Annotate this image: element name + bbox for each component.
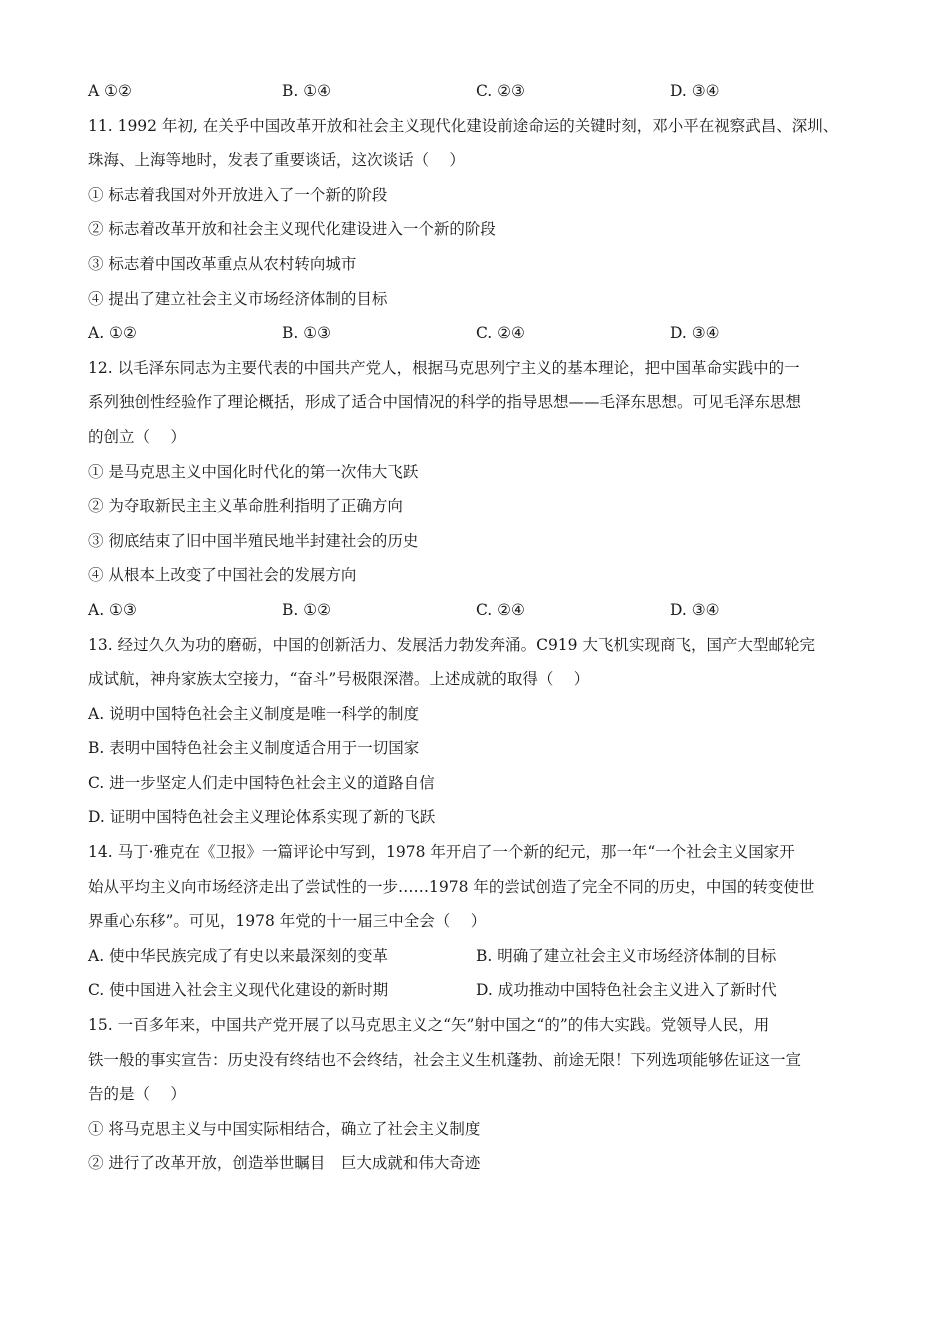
text-line: 珠海、上海等地时，发表了重要谈话，这次谈话（ ） — [88, 151, 465, 170]
answer-option: B. ①② — [282, 600, 332, 619]
answer-option: B. ①④ — [282, 82, 332, 100]
text-line: C. 进一步坚定人们走中国特色社会主义的道路自信 — [88, 773, 435, 792]
text-line: 14. 马丁·雅克在《卫报》一篇评论中写到，1978 年开启了一个新的纪元，那一年“一个社会主义国家开 — [88, 843, 795, 862]
text-line: ④ 提出了建立社会主义市场经济体制的目标 — [88, 289, 388, 308]
answer-option: D. ③④ — [670, 82, 720, 100]
text-line: 的创立（ ） — [88, 427, 186, 446]
answer-option: A. ①② — [88, 324, 137, 343]
text-line: 告的是（ ） — [88, 1085, 186, 1104]
answer-option: A. 使中华民族完成了有史以来最深刻的变革 — [88, 946, 389, 965]
text-line: 13. 经过久久为功的磨砺，中国的创新活力、发展活力勃发奔涌。C919 大飞机实现商飞，国产大型邮轮完 — [88, 635, 815, 654]
text-line: ③ 彻底结束了旧中国半殖民地半封建社会的历史 — [88, 531, 419, 550]
answer-option: C. 使中国进入社会主义现代化建设的新时期 — [88, 981, 389, 1000]
answer-options-row — [88, 977, 868, 1012]
answer-option: C. ②③ — [476, 82, 525, 100]
answer-option: D. 成功推动中国特色社会主义进入了新时代 — [476, 981, 777, 1000]
answer-options-row — [88, 943, 868, 978]
text-line: ① 将马克思主义与中国实际相结合，确立了社会主义制度 — [88, 1119, 481, 1138]
answer-options-row — [88, 78, 868, 113]
text-line: 铁一般的事实宣告：历史没有终结也不会终结，社会主义生机蓬勃、前途无限！下列选项能够佐证这一宣 — [88, 1050, 802, 1069]
text-line: ② 标志着改革开放和社会主义现代化建设进入一个新的阶段 — [88, 220, 496, 239]
text-line: ① 标志着我国对外开放进入了一个新的阶段 — [88, 185, 388, 204]
exam-page — [88, 78, 868, 1185]
answer-options-row — [88, 320, 868, 355]
text-line: 始从平均主义向市场经济走出了尝试性的一步……1978 年的尝试创造了完全不同的历史，中国的转变使世 — [88, 877, 815, 896]
exam-content — [88, 78, 868, 1185]
answer-option: D. ③④ — [670, 324, 720, 343]
text-line: ③ 标志着中国改革重点从农村转向城市 — [88, 254, 357, 273]
answer-option: A. ①③ — [88, 600, 137, 619]
text-line: ② 为夺取新民主主义革命胜利指明了正确方向 — [88, 497, 403, 516]
text-line: 12. 以毛泽东同志为主要代表的中国共产党人，根据马克思列宁主义的基本理论，把中国革命实践中的一 — [88, 358, 800, 377]
answer-option: A ①② — [88, 82, 132, 100]
text-line: 界重心东移”。可见，1978 年党的十一届三中全会（ ） — [88, 912, 487, 931]
text-line: 11. 1992 年初, 在关乎中国改革开放和社会主义现代化建设前途命运的关键时刻，邓小平在视察武昌、深圳、 — [88, 116, 839, 135]
answer-option: C. ②④ — [476, 324, 525, 343]
answer-option: C. ②④ — [476, 600, 525, 619]
text-line: ④ 从根本上改变了中国社会的发展方向 — [88, 566, 357, 585]
text-line: 成试航，神舟家族太空接力，“奋斗”号极限深潜。上述成就的取得（ ） — [88, 670, 590, 689]
text-line: B. 表明中国特色社会主义制度适合用于一切国家 — [88, 739, 420, 758]
text-line: D. 证明中国特色社会主义理论体系实现了新的飞跃 — [88, 808, 436, 827]
text-line: ② 进行了改革开放，创造举世瞩目 巨大成就和伟大奇迹 — [88, 1154, 481, 1173]
answer-options-row — [88, 597, 868, 632]
answer-option: B. 明确了建立社会主义市场经济体制的目标 — [476, 946, 777, 965]
text-line: A. 说明中国特色社会主义制度是唯一科学的制度 — [88, 704, 420, 723]
text-line: ① 是马克思主义中国化时代化的第一次伟大飞跃 — [88, 462, 419, 481]
text-line: 15. 一百多年来，中国共产党开展了以马克思主义之“矢”射中国之“的”的伟大实践。党领导人民，用 — [88, 1016, 770, 1035]
answer-option: D. ③④ — [670, 600, 720, 619]
text-line: 系列独创性经验作了理论概括，形成了适合中国情况的科学的指导思想——毛泽东思想。可见毛泽东思想 — [88, 393, 802, 412]
answer-option: B. ①③ — [282, 324, 332, 343]
